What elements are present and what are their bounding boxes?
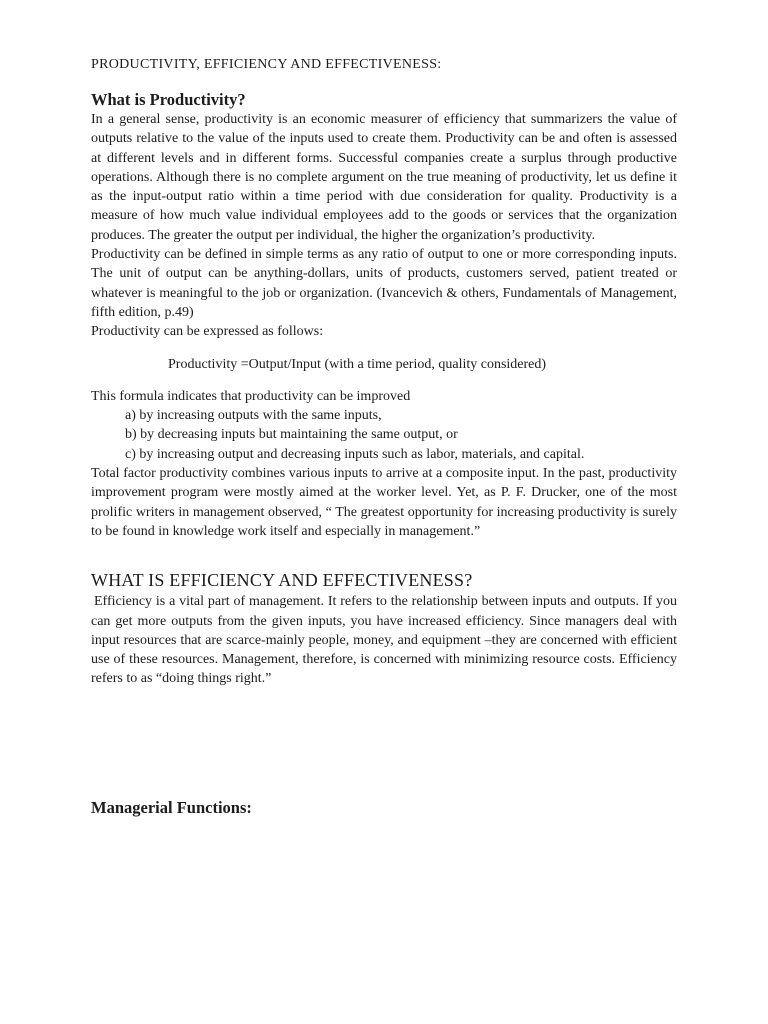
paragraph-total-factor: Total factor productivity combines various inputs to arrive at a composite input. In the past, productivity improvement program were mostly aimed at the worker level. Yet, as P. F. Drucker, one of the most prolific writers in management observed, “ The greatest opportunity for increasing productivity is surely to be found in knowledge work itself and especially in management.” [91,466,677,539]
list-item-b: b) by decreasing inputs but maintaining the same output, or [125,427,458,443]
paragraph-expressed-intro: Productivity can be expressed as follows: [91,324,324,340]
document-kicker-title: PRODUCTIVITY, EFFICIENCY AND EFFECTIVENESS: [91,57,442,72]
list-item-c: c) by increasing output and decreasing inputs such as labor, materials, and capital. [125,446,585,462]
paragraph-formula-note: This formula indicates that productivity can be improved [91,388,411,404]
paragraph-productivity-general: In a general sense, productivity is an economic measurer of efficiency that summarizers the value of outputs relative to the value of the inputs used to create them. Productivity can be and often is assessed at different levels and in different forms. Successful companies create a surplus through productive operations. Although there is no complete argument on the true meaning of productivity, let us define it as the input-output ratio within a time period with due consideration for quality. Productivity is a measure of how much value individual employees add to the goods or services that the organization produces. The greater the output per individual, the higher the organization’s productivity. [91,112,677,243]
paragraph-productivity-defined: Productivity can be defined in simple terms as any ratio of output to one or more corresponding inputs. The unit of output can be anything-dollars, units of products, customers served, patient treated or whatever is meaningful to the job or organization. (Ivancevich & others, Fundamentals of Management, fifth edition, p.49) [91,247,677,320]
list-item-a: a) by increasing outputs with the same inputs, [125,408,382,424]
improvement-list [91,406,677,464]
heading-efficiency-effectiveness: WHAT IS EFFICIENCY AND EFFECTIVENESS? [91,570,473,591]
heading-managerial-functions: Managerial Functions: [91,797,252,817]
paragraph-efficiency: Efficiency is a vital part of management. It refers to the relationship between inputs and outputs. If you can get more outputs from the given inputs, you have increased efficiency. Since managers deal with input resources that are scarce-mainly people, money, and equipment –they are concerned with efficient use of these resources. Management, therefore, is concerned with minimizing resource costs. Efficiency refers to as “doing things right.” [91,594,677,687]
heading-what-is-productivity: What is Productivity? [91,90,246,109]
productivity-formula: Productivity =Output/Input (with a time period, quality considered) [168,356,547,372]
